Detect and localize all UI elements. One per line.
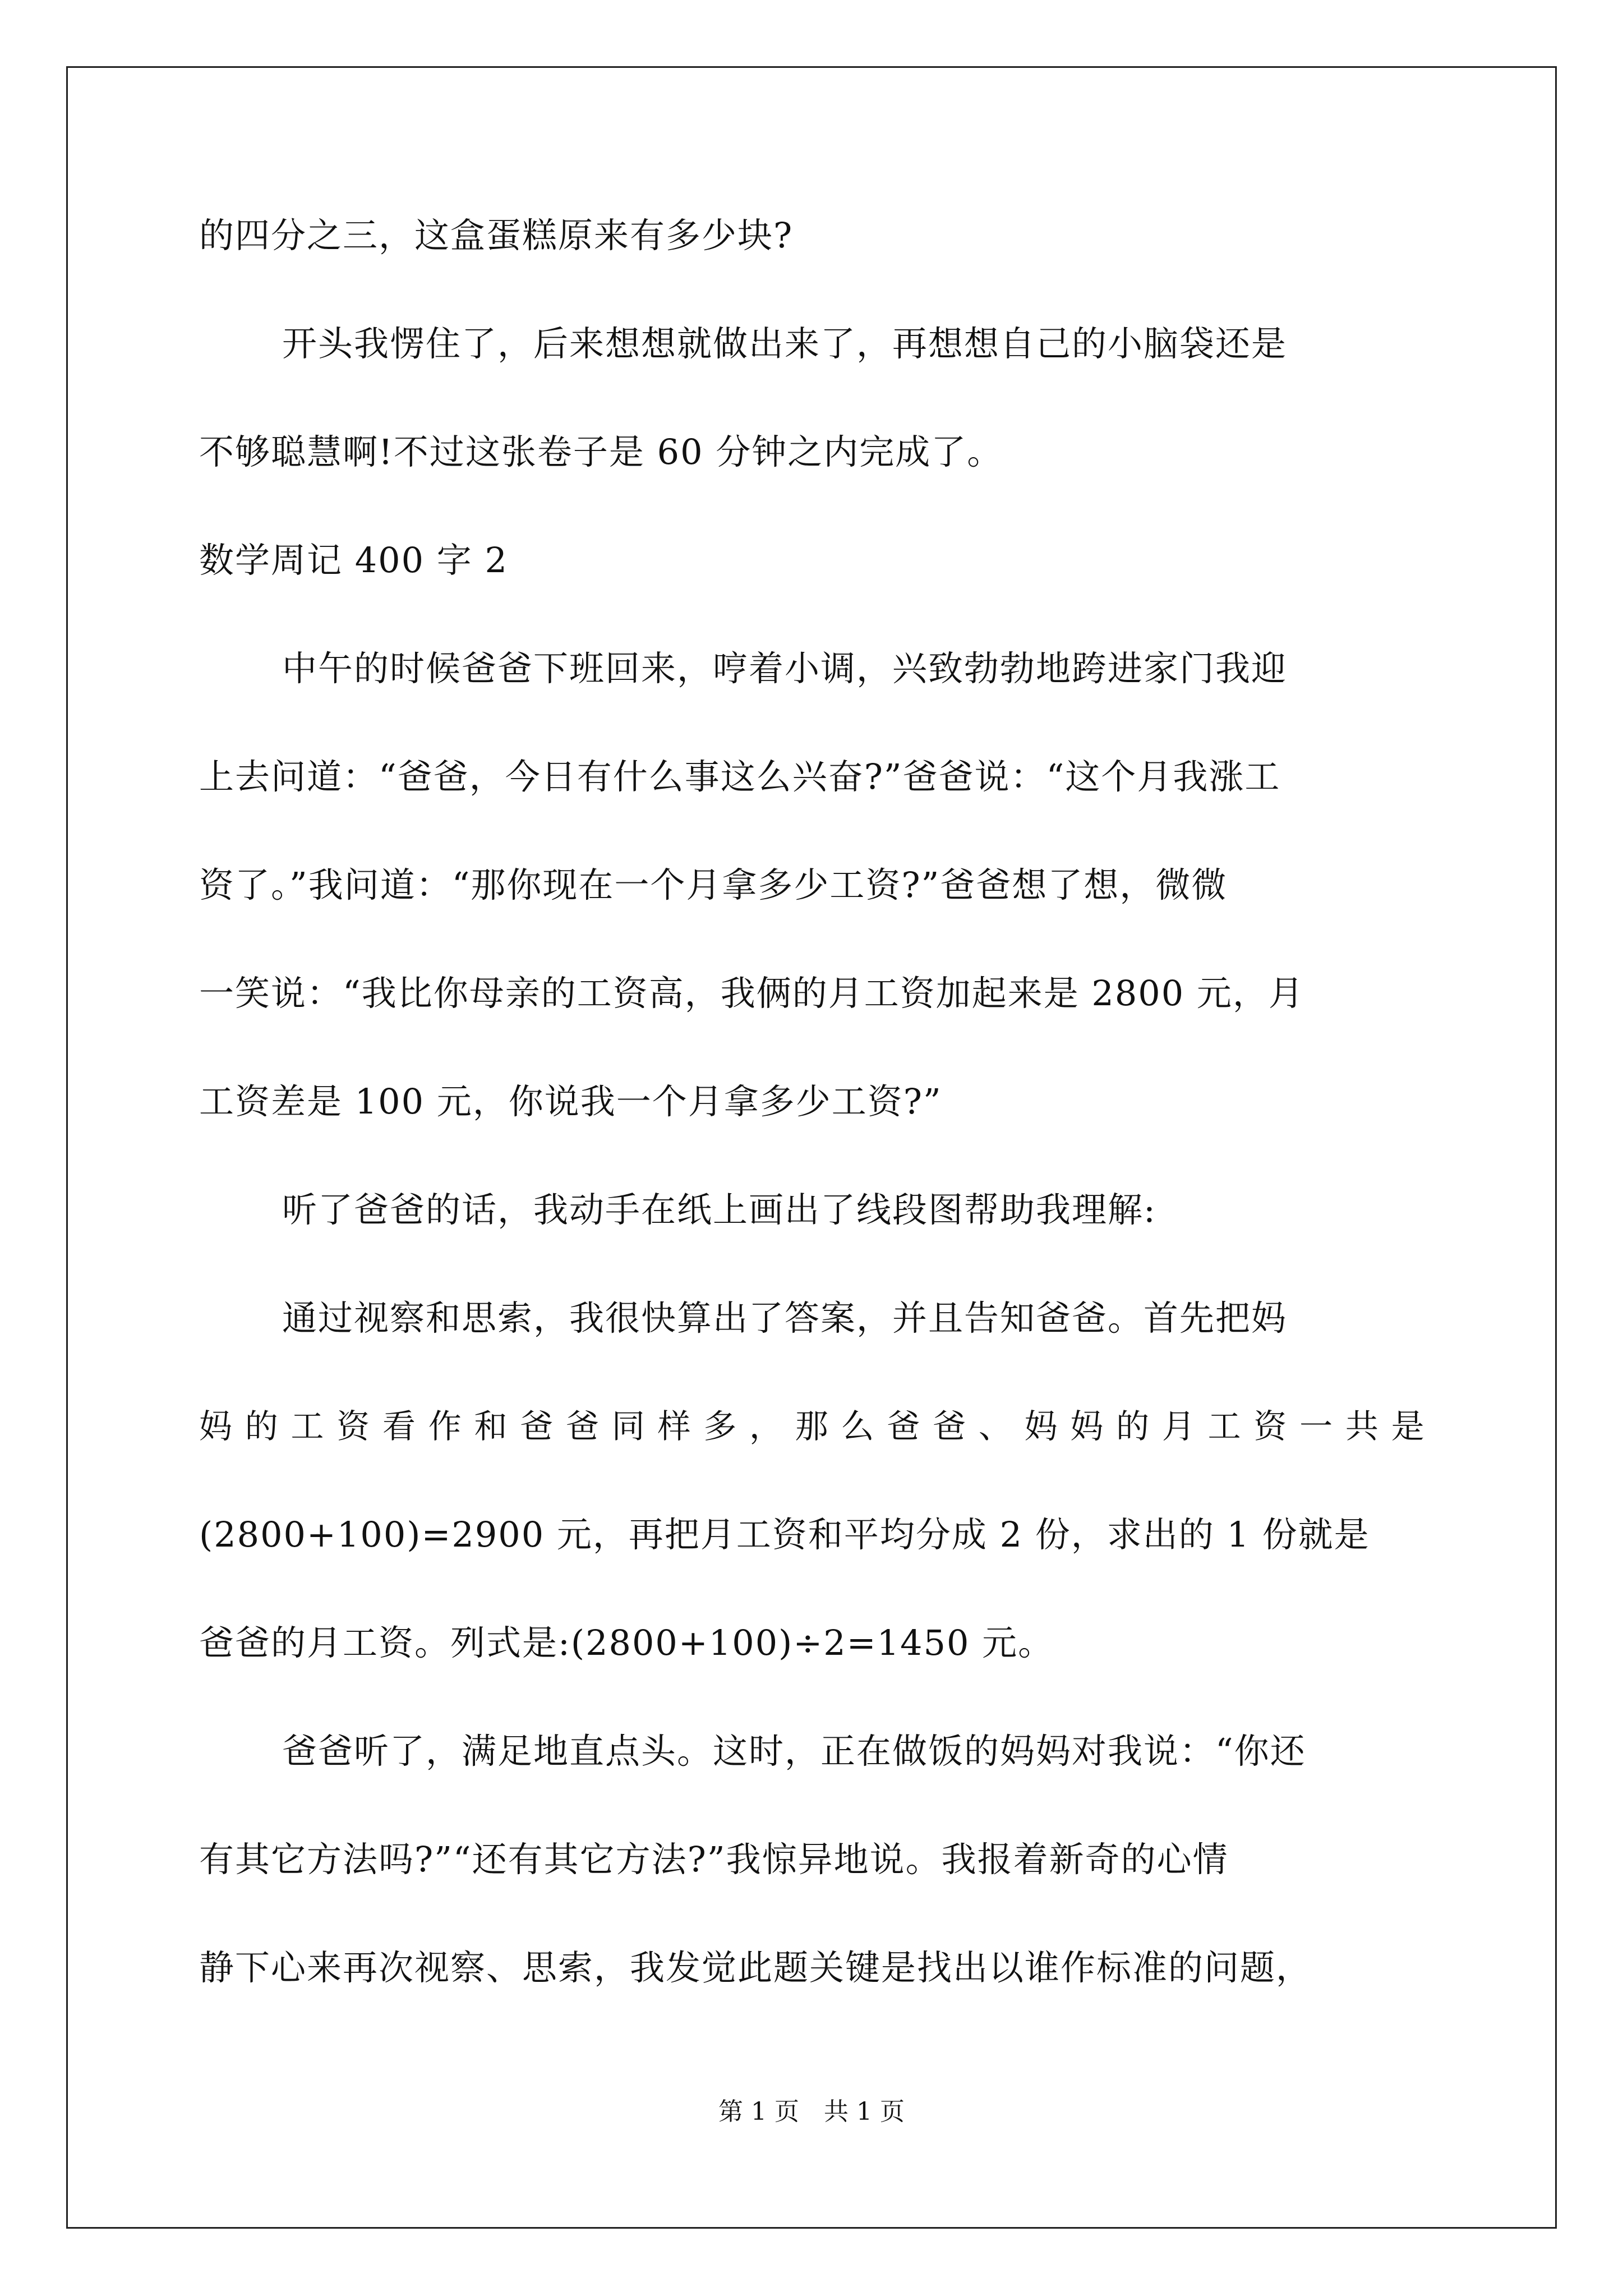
text-line: 上去问道：“爸爸，今日有什么事这么兴奋?”爸爸说：“这个月我涨工 (199, 756, 1281, 797)
text-line: 一笑说：“我比你母亲的工资高，我俩的月工资加起来是 2800 元，月 (199, 973, 1304, 1014)
text-line: 有其它方法吗?”“还有其它方法?”我惊异地说。我报着新奇的心情 (199, 1839, 1229, 1880)
text-line: 工资差是 100 元，你说我一个月拿多少工资?” (199, 1081, 942, 1122)
text-line: 资了。”我问道：“那你现在一个月拿多少工资?”爸爸想了想，微微 (199, 864, 1228, 905)
text-line: 静下心来再次视察、思索，我发觉此题关键是找出以谁作标准的问题， (199, 1947, 1312, 1988)
text-line: 爸爸听了，满足地直点头。这时，正在做饭的妈妈对我说：“你还 (282, 1731, 1306, 1772)
text-line: 中午的时候爸爸下班回来，哼着小调，兴致勃勃地跨进家门我迎 (282, 648, 1288, 689)
text-line: 通过视察和思索，我很快算出了答案，并且告知爸爸。首先把妈 (282, 1297, 1288, 1338)
text-line: 妈 的 工 资 看 作 和 爸 爸 同 样 多 ， 那 么 爸 爸 、 妈 妈 的 月 工 资 一 共 是 (199, 1407, 1426, 1446)
section-heading: 数学周记 400 字 2 (199, 540, 508, 581)
text-line: 不够聪慧啊!不过这张卷子是 60 分钟之内完成了。 (199, 431, 1003, 472)
text-line: 爸爸的月工资。列式是:(2800+100)÷2=1450 元。 (199, 1622, 1054, 1663)
text-line: 听了爸爸的话，我动手在纸上画出了线段图帮助我理解: (282, 1189, 1156, 1230)
text-line: (2800+100)=2900 元，再把月工资和平均分成 2 份，求出的 1 份就是 (199, 1514, 1370, 1555)
text-line: 开头我愣住了，后来想想就做出来了，再想想自己的小脑袋还是 (282, 323, 1288, 364)
page-footer: 第 1 页 共 1 页 (718, 2097, 905, 2126)
text-line: 的四分之三，这盒蛋糕原来有多少块? (199, 215, 794, 256)
document-body (199, 213, 1433, 1990)
